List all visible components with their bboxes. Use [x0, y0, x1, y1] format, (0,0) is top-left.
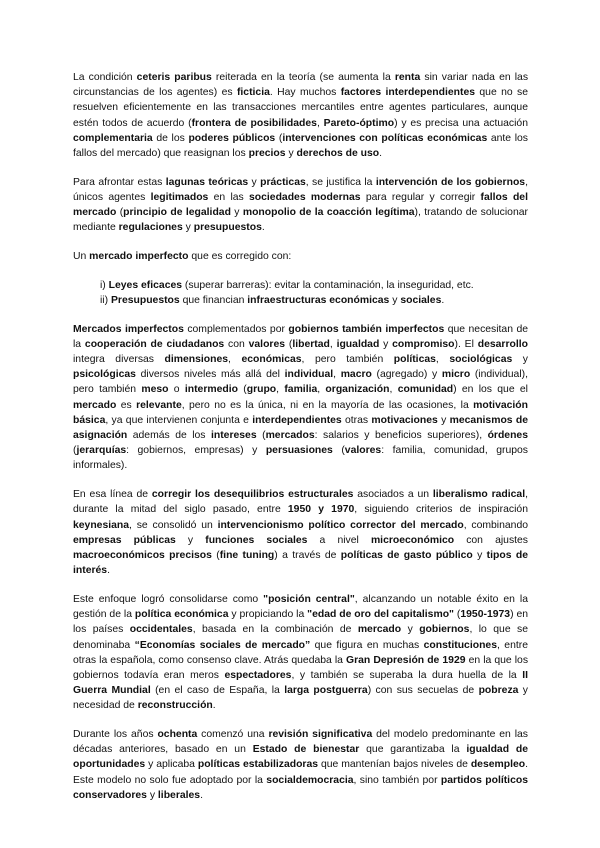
bold-term: compromiso: [392, 338, 455, 350]
bold-term: igualdad: [336, 338, 380, 350]
bold-term: micro: [441, 369, 471, 381]
bold-term: mercado: [357, 624, 402, 636]
bold-term: 1950-1973: [460, 609, 511, 621]
bold-term: valores: [344, 445, 382, 457]
bold-term: mercados: [265, 430, 315, 442]
bold-term: sociológicas: [449, 354, 513, 366]
bold-term: intereses: [210, 430, 257, 442]
bold-term: precios: [248, 148, 286, 160]
bold-term: motivación básica: [73, 399, 528, 426]
bold-term: políticas: [393, 354, 436, 366]
bold-term: infraestructuras económicas: [247, 294, 390, 306]
list-item: i) Leyes eficaces (superar barreras): evitar la contaminación, la inseguridad, etc.: [100, 279, 474, 291]
bold-term: organización: [325, 384, 390, 396]
bold-term: complementaria: [73, 132, 153, 144]
bold-term: persuasiones: [265, 445, 333, 457]
bold-term: corregir los desequilibrios estructurales: [151, 489, 354, 501]
bold-term: intermedio: [184, 384, 238, 396]
bold-term: desarrollo: [477, 338, 528, 350]
bold-term: factores interdependientes: [340, 87, 476, 99]
bold-term: intervenciones con políticas económicas: [282, 132, 488, 144]
paragraph-desequilibrios: En esa línea de corregir los desequilibrios estructurales asociados a un liberalismo radical, durante la mitad del siglo pasado, entre 1950 y 1970, siguiendo criterios de inspiración keynesiana, se consolidó un intervencionismo político corrector del mercado, combinando empresas públicas y funciones sociales a nivel microeconómico con ajustes macroeconómicos precisos (fine tuning) a través de políticas de gasto público y tipos de interés.: [73, 489, 529, 577]
bold-term: ceteris paribus: [136, 72, 212, 83]
bold-term: macroeconómicos precisos: [73, 549, 212, 561]
bold-term: ochenta: [157, 729, 198, 741]
bold-term: derechos de uso: [296, 148, 380, 160]
bold-term: Leyes eficaces: [108, 279, 183, 291]
bold-term: ficticia: [236, 87, 270, 99]
bold-term: intervencionismo político corrector del mercado: [217, 519, 464, 531]
bold-term: 1950 y 1970: [287, 504, 355, 516]
bold-term: intervención de los gobiernos: [375, 176, 526, 188]
bold-term: relevante: [136, 399, 182, 411]
bold-term: macro: [340, 369, 372, 381]
bold-term: renta: [394, 72, 421, 83]
bold-term: libertad: [292, 338, 330, 350]
bold-term: políticas estabilizadoras: [197, 759, 319, 771]
bold-term: fine tuning: [219, 549, 275, 561]
bold-term: dimensiones: [164, 354, 229, 366]
bold-term: tipos de interés: [73, 549, 528, 577]
bold-term: motivaciones: [371, 414, 438, 426]
bold-term: “Economías sociales de mercado”: [134, 639, 311, 651]
bold-term: fallos del mercado: [73, 191, 528, 219]
bold-term: desempleo: [470, 759, 526, 771]
bold-term: constituciones: [423, 639, 497, 651]
bold-term: económicas: [241, 354, 302, 366]
bold-term: individual: [284, 369, 334, 381]
bold-term: frontera de posibilidades: [191, 117, 317, 129]
bold-term: "edad de oro del capitalismo": [307, 609, 454, 621]
bold-term: prácticas: [260, 176, 306, 188]
bold-term: Gran Depresión de 1929: [346, 654, 466, 666]
bold-term: "posición central": [263, 593, 355, 605]
bold-term: política económica: [134, 609, 229, 621]
paragraph-lagunas-teoricas: Para afrontar estas lagunas teóricas y prácticas, se justifica la intervención de los gobiernos, únicos agentes legitimados en las sociedades modernas para regular y corregir fallos del mercado (principio de legalidad y monopolio de la coacción legítima), tratando de solucionar mediante regulaciones y presupuestos.: [73, 176, 528, 234]
bold-term: igualdad de oportunidades: [73, 744, 529, 771]
bold-term: mecanismos de asignación: [73, 414, 528, 442]
bold-term: gobiernos: [419, 624, 470, 636]
bold-term: larga postguerra: [284, 685, 368, 697]
bold-term: jerarquías: [76, 445, 127, 457]
bold-term: liberalismo radical: [432, 489, 526, 501]
bold-term: empresas públicas: [73, 534, 176, 546]
paragraph-ceteris-paribus: La condición ceteris paribus reiterada en la teoría (se aumenta la renta sin variar nada en las circunstancias de los agentes) es ficticia. Hay muchos factores interdependientes que no se resuelven eficientemente en las transacciones mercantiles entre agentes particulares, aunque estén todos de acuerdo (frontera de posibilidades, Pareto-óptimo) y es precisa una actuación complementaria de los poderes públicos (intervenciones con políticas económicas ante los fallos del mercado) que reasignan los precios y derechos de uso.: [73, 72, 529, 160]
bold-term: políticas de gasto público: [340, 549, 473, 561]
bold-term: Presupuestos: [110, 294, 180, 306]
bold-term: órdenes: [487, 430, 528, 442]
bold-term: poderes públicos: [188, 132, 276, 144]
bold-term: valores: [248, 338, 286, 350]
bold-term: regulaciones: [118, 222, 183, 234]
bold-term: psicológicas: [73, 369, 136, 381]
bold-term: pobreza: [478, 685, 519, 697]
bold-term: funciones sociales: [205, 534, 308, 546]
bold-term: lagunas teóricas: [165, 176, 249, 188]
bold-term: mercado: [73, 399, 117, 411]
bold-term: sociedades modernas: [249, 191, 361, 203]
bold-term: sociales: [400, 294, 442, 306]
correction-list: [73, 278, 528, 308]
bold-term: liberales: [157, 789, 201, 801]
bold-term: principio de legalidad: [123, 207, 231, 219]
bold-term: familia: [284, 384, 318, 396]
bold-term: occidentales: [129, 624, 193, 636]
paragraph-posicion-central: Este enfoque logró consolidarse como "posición central", alcanzando un notable éxito en la gestión de la política económica y propiciando la "edad de oro del capitalismo" (1950-1973) en los países occidentales, basada en la combinación de mercado y gobiernos, lo que se denominaba “Economías sociales de mercado” que figura en muchas constituciones, entre otras la española, como consenso clave. Atrás quedaba la Gran Depresión de 1929 en la que los gobiernos todavía eran meros espectadores, y también se superaba la dura huella de la II Guerra Mundial (en el caso de España, la larga postguerra) con sus secuelas de pobreza y necesidad de reconstrucción.: [73, 593, 529, 712]
bold-term: comunidad: [397, 384, 454, 396]
bold-term: presupuestos: [193, 222, 262, 234]
bold-term: partidos políticos conservadores: [73, 774, 528, 801]
bold-term: meso: [141, 384, 169, 396]
bold-term: revisión significativa: [268, 729, 373, 741]
bold-term: cooperación de ciudadanos: [84, 338, 225, 350]
bold-term: socialdemocracia: [266, 774, 354, 786]
bold-term: legitimados: [150, 191, 209, 203]
bold-term: II Guerra Mundial: [73, 669, 528, 697]
bold-term: grupo: [246, 384, 277, 396]
paragraph-anos-ochenta: Durante los años ochenta comenzó una revisión significativa del modelo predominante en las décadas anteriores, basado en un Estado de bienestar que garantizaba la igualdad de oportunidades y aplicaba políticas estabilizadoras que mantenían bajos niveles de desempleo. Este modelo no solo fue adoptado por la socialdemocracia, sino también por partidos políticos conservadores y liberales.: [73, 729, 529, 801]
list-item: ii) Presupuestos que financian infraestructuras económicas y sociales.: [100, 294, 445, 306]
bold-term: keynesiana: [73, 519, 130, 531]
bold-term: mercado imperfecto: [89, 251, 189, 263]
paragraph-mercado-imperfecto: Un mercado imperfecto que es corregido con:: [73, 251, 292, 263]
bold-term: espectadores: [224, 669, 292, 681]
bold-term: interdependientes: [252, 414, 342, 426]
bold-term: gobiernos también imperfectos: [288, 323, 445, 335]
bold-term: microeconómico: [370, 534, 455, 546]
bold-term: monopolio de la coacción legítima: [242, 207, 415, 219]
bold-term: reconstrucción: [137, 700, 213, 712]
bold-term: Mercados imperfectos: [73, 323, 184, 335]
bold-term: Estado de bienestar: [252, 744, 360, 756]
bold-term: Pareto-óptimo: [323, 117, 395, 129]
paragraph-mercados-imperfectos: Mercados imperfectos complementados por gobiernos también imperfectos que necesitan de la cooperación de ciudadanos con valores (libertad, igualdad y compromiso). El desarrollo integra diversas dimensiones, económicas, pero también políticas, sociológicas y psicológicas diversos niveles más allá del individual, macro (agregado) y micro (individual), pero también meso o intermedio (grupo, familia, organización, comunidad) en los que el mercado es relevante, pero no es la única, ni en la mayoría de las ocasiones, la motivación básica, ya que intervienen conjunta e interdependientes otras motivaciones y mecanismos de asignación además de los intereses (mercados: salarios y beneficios superiores), órdenes (jerarquías: gobiernos, empresas) y persuasiones (valores: familia, comunidad, grupos informales).: [73, 323, 529, 472]
